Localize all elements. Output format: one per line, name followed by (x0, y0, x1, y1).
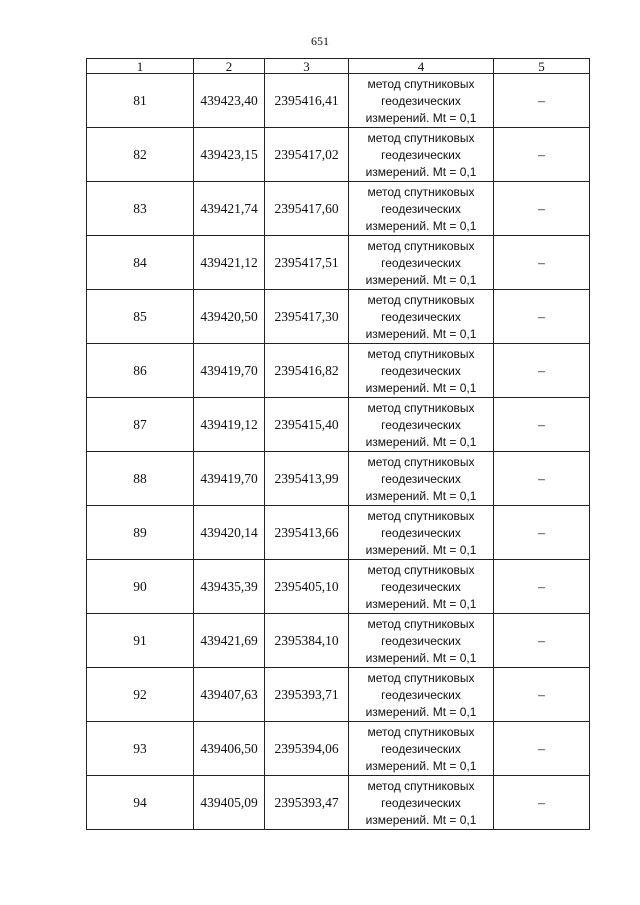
table-row (87, 74, 590, 128)
method-line: геодезических (381, 201, 461, 216)
method-line: измерений. Mt = 0,1 (365, 758, 477, 773)
method-line: геодезических (381, 471, 461, 486)
method-line: измерений. Mt = 0,1 (365, 704, 477, 719)
header-row (87, 59, 590, 74)
method-cell (349, 506, 494, 560)
x-coordinate-cell: 439421,69 (194, 614, 265, 668)
method-line: метод спутниковых (367, 292, 475, 307)
x-coordinate-cell: 439419,70 (194, 452, 265, 506)
header-col-4: 4 (349, 59, 494, 74)
table-row (87, 344, 590, 398)
table-row (87, 722, 590, 776)
table-row (87, 128, 590, 182)
method-line: измерений. Mt = 0,1 (365, 326, 477, 341)
x-coordinate-cell: 439421,74 (194, 182, 265, 236)
method-cell (349, 398, 494, 452)
method-line: геодезических (381, 525, 461, 540)
x-coordinate-cell: 439419,12 (194, 398, 265, 452)
method-line: геодезических (381, 687, 461, 702)
point-number-cell: 92 (87, 668, 194, 722)
method-line: геодезических (381, 633, 461, 648)
method-line: метод спутниковых (367, 670, 475, 685)
x-coordinate-cell: 439405,09 (194, 776, 265, 830)
x-coordinate-cell: 439421,12 (194, 236, 265, 290)
note-cell: – (494, 506, 590, 560)
method-line: измерений. Mt = 0,1 (365, 164, 477, 179)
method-line: измерений. Mt = 0,1 (365, 110, 477, 125)
method-line: измерений. Mt = 0,1 (365, 380, 477, 395)
y-coordinate-cell: 2395394,06 (265, 722, 349, 776)
table-row (87, 182, 590, 236)
point-number-cell: 90 (87, 560, 194, 614)
table-row (87, 614, 590, 668)
method-line: измерений. Mt = 0,1 (365, 596, 477, 611)
point-number-cell: 84 (87, 236, 194, 290)
table-row (87, 776, 590, 830)
method-cell (349, 560, 494, 614)
method-line: метод спутниковых (367, 184, 475, 199)
method-cell (349, 290, 494, 344)
point-number-cell: 91 (87, 614, 194, 668)
method-line: геодезических (381, 417, 461, 432)
note-cell: – (494, 560, 590, 614)
point-number-cell: 88 (87, 452, 194, 506)
method-line: геодезических (381, 579, 461, 594)
y-coordinate-cell: 2395417,02 (265, 128, 349, 182)
method-line: метод спутниковых (367, 130, 475, 145)
y-coordinate-cell: 2395417,51 (265, 236, 349, 290)
method-line: метод спутниковых (367, 238, 475, 253)
method-line: метод спутниковых (367, 616, 475, 631)
method-line: метод спутниковых (367, 508, 475, 523)
table-row (87, 506, 590, 560)
header-col-2: 2 (194, 59, 265, 74)
method-line: метод спутниковых (367, 346, 475, 361)
table-row (87, 290, 590, 344)
x-coordinate-cell: 439420,50 (194, 290, 265, 344)
point-number-cell: 86 (87, 344, 194, 398)
point-number-cell: 81 (87, 74, 194, 128)
method-line: измерений. Mt = 0,1 (365, 218, 477, 233)
note-cell: – (494, 344, 590, 398)
method-cell (349, 452, 494, 506)
x-coordinate-cell: 439407,63 (194, 668, 265, 722)
method-line: измерений. Mt = 0,1 (365, 434, 477, 449)
method-line: геодезических (381, 309, 461, 324)
note-cell: – (494, 290, 590, 344)
method-cell (349, 74, 494, 128)
page-number: 651 (311, 34, 329, 48)
method-line: метод спутниковых (367, 778, 475, 793)
method-line: геодезических (381, 741, 461, 756)
y-coordinate-cell: 2395393,47 (265, 776, 349, 830)
method-line: геодезических (381, 255, 461, 270)
note-cell: – (494, 668, 590, 722)
method-line: измерений. Mt = 0,1 (365, 542, 477, 557)
x-coordinate-cell: 439419,70 (194, 344, 265, 398)
y-coordinate-cell: 2395405,10 (265, 560, 349, 614)
table-body (87, 74, 590, 830)
y-coordinate-cell: 2395413,66 (265, 506, 349, 560)
table-row (87, 668, 590, 722)
method-cell (349, 614, 494, 668)
note-cell: – (494, 776, 590, 830)
method-line: измерений. Mt = 0,1 (365, 812, 477, 827)
method-cell (349, 668, 494, 722)
y-coordinate-cell: 2395416,82 (265, 344, 349, 398)
method-cell (349, 344, 494, 398)
point-number-cell: 82 (87, 128, 194, 182)
method-cell (349, 722, 494, 776)
coordinates-table (86, 58, 590, 830)
header-col-1: 1 (87, 59, 194, 74)
method-line: метод спутниковых (367, 724, 475, 739)
method-line: метод спутниковых (367, 76, 475, 91)
method-line: измерений. Mt = 0,1 (365, 488, 477, 503)
y-coordinate-cell: 2395417,30 (265, 290, 349, 344)
y-coordinate-cell: 2395393,71 (265, 668, 349, 722)
x-coordinate-cell: 439423,40 (194, 74, 265, 128)
method-cell (349, 128, 494, 182)
method-line: метод спутниковых (367, 454, 475, 469)
table-row (87, 398, 590, 452)
method-line: метод спутниковых (367, 400, 475, 415)
method-line: измерений. Mt = 0,1 (365, 272, 477, 287)
note-cell: – (494, 722, 590, 776)
point-number-cell: 89 (87, 506, 194, 560)
method-line: метод спутниковых (367, 562, 475, 577)
header-col-5: 5 (494, 59, 590, 74)
method-cell (349, 236, 494, 290)
method-cell (349, 182, 494, 236)
point-number-cell: 94 (87, 776, 194, 830)
method-cell (349, 776, 494, 830)
y-coordinate-cell: 2395416,41 (265, 74, 349, 128)
note-cell: – (494, 128, 590, 182)
x-coordinate-cell: 439435,39 (194, 560, 265, 614)
y-coordinate-cell: 2395417,60 (265, 182, 349, 236)
point-number-cell: 85 (87, 290, 194, 344)
point-number-cell: 93 (87, 722, 194, 776)
y-coordinate-cell: 2395384,10 (265, 614, 349, 668)
table-row (87, 452, 590, 506)
point-number-cell: 87 (87, 398, 194, 452)
table-row (87, 236, 590, 290)
method-line: измерений. Mt = 0,1 (365, 650, 477, 665)
note-cell: – (494, 614, 590, 668)
note-cell: – (494, 236, 590, 290)
method-line: геодезических (381, 147, 461, 162)
note-cell: – (494, 182, 590, 236)
y-coordinate-cell: 2395413,99 (265, 452, 349, 506)
x-coordinate-cell: 439423,15 (194, 128, 265, 182)
note-cell: – (494, 452, 590, 506)
header-col-3: 3 (265, 59, 349, 74)
note-cell: – (494, 74, 590, 128)
x-coordinate-cell: 439420,14 (194, 506, 265, 560)
method-line: геодезических (381, 93, 461, 108)
method-line: геодезических (381, 363, 461, 378)
x-coordinate-cell: 439406,50 (194, 722, 265, 776)
y-coordinate-cell: 2395415,40 (265, 398, 349, 452)
note-cell: – (494, 398, 590, 452)
point-number-cell: 83 (87, 182, 194, 236)
method-line: геодезических (381, 795, 461, 810)
table-row (87, 560, 590, 614)
